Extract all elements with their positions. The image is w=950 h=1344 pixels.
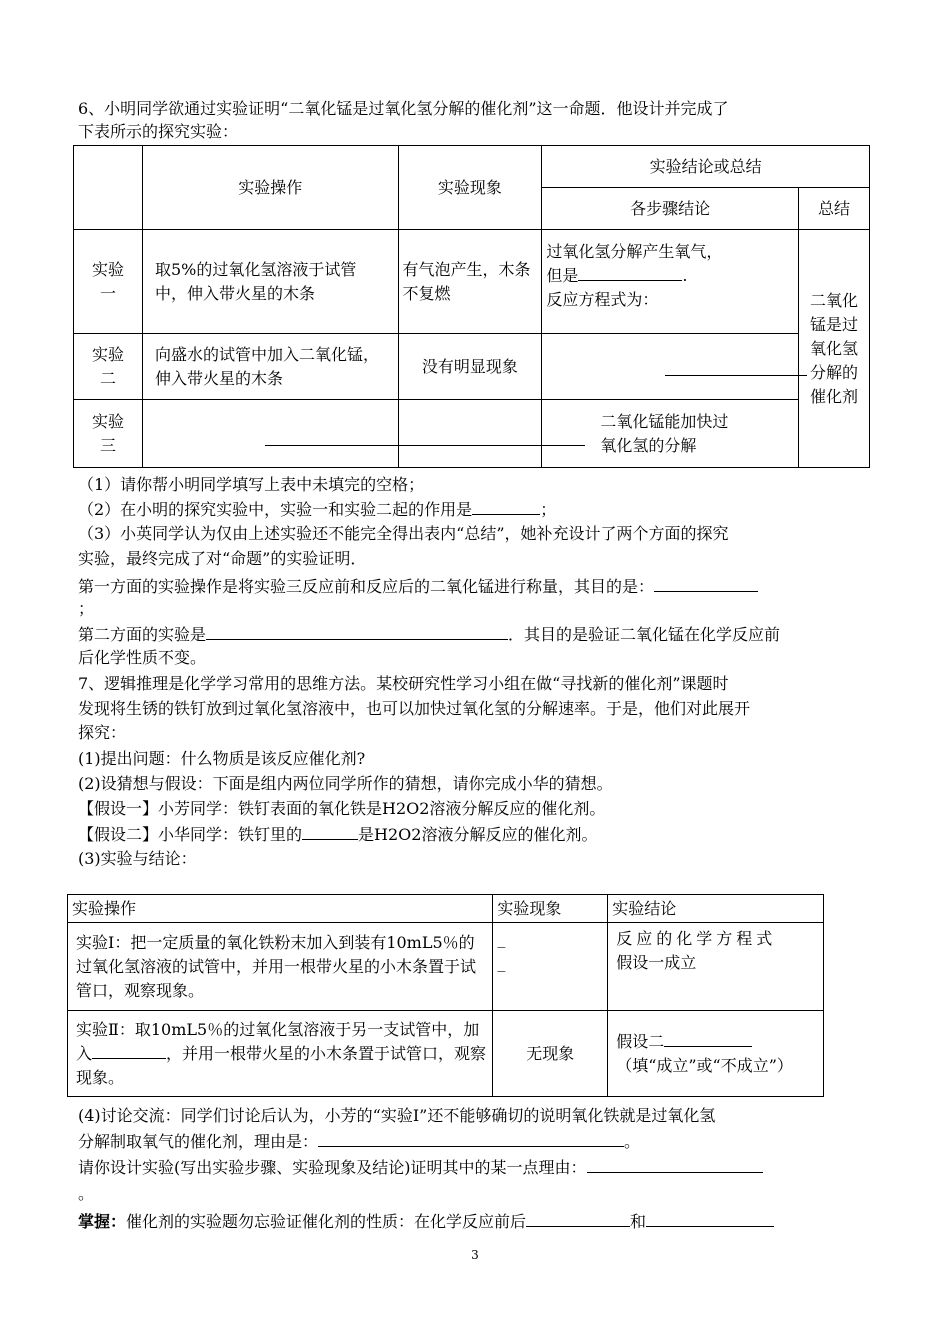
q7-row2-blank[interactable] <box>92 1042 166 1059</box>
q6-row2-operation: 向盛水的试管中加入二氧化锰，伸入带火星的木条 <box>142 334 398 400</box>
q6-row2-name: 实验二 <box>74 334 143 400</box>
q7-header-conclusion: 实验结论 <box>608 895 824 923</box>
q7-reason-blank[interactable] <box>318 1130 624 1147</box>
page-number: 3 <box>471 1248 479 1262</box>
q6-row3-phenomenon[interactable] <box>398 400 542 468</box>
q6-header-phenomenon: 实验现象 <box>398 146 542 230</box>
q6-row1-blank[interactable] <box>578 264 682 281</box>
q7-step4-end: 。 <box>78 1184 95 1203</box>
q6-part2: （2）在小明的探究实验中，实验一和实验二起的作用是 ； <box>78 500 557 519</box>
q7-row1-phenomenon[interactable]: _ _ <box>493 923 608 1011</box>
q7-row1-conclusion <box>608 923 824 1011</box>
q6-header-operation: 实验操作 <box>142 146 398 230</box>
q6-aspect1-end: ； <box>78 599 95 618</box>
q6-row3-blank[interactable] <box>265 445 585 446</box>
q6-part2-blank[interactable] <box>472 498 540 515</box>
q6-row2-conclusion[interactable] <box>542 334 799 400</box>
q6-aspect2: 第二方面的实验是 ．其目的是验证二氧化锰在化学反应前 <box>78 625 781 644</box>
q7-hypothesis2: 【假设二】小华同学：铁钉里的 是H2O2溶液分解反应的催化剂。 <box>78 825 598 844</box>
q7-header-operation: 实验操作 <box>68 895 493 923</box>
master-blank-1[interactable] <box>526 1210 630 1227</box>
q7-hypothesis1: 【假设一】小芳同学：铁钉表面的氧化铁是H2O2溶液分解反应的催化剂。 <box>78 799 606 818</box>
q6-aspect2-blank[interactable] <box>206 623 508 640</box>
q6-aspect1: 第一方面的实验操作是将实验三反应前和反应后的二氧化锰进行称量，其目的是： <box>78 575 758 598</box>
master-label: 掌握： <box>78 1212 127 1231</box>
q6-intro-line1: 6、小明同学欲通过实验证明“二氧化锰是过氧化氢分解的催化剂”这一命题．他设计并完成了 <box>78 99 729 118</box>
q7-row2-conclusion: 假设二 （填“成立”或“不成立”） <box>608 1011 824 1097</box>
master-blank-2[interactable] <box>646 1210 774 1227</box>
q6-header-summary: 总结 <box>799 188 870 230</box>
q7-row1-equation-label: 反应的化学方程式 <box>616 929 777 948</box>
q6-row3-name: 实验三 <box>74 400 143 468</box>
q6-summary-cell: 二氧化锰是过氧化氢分解的催化剂 <box>799 230 870 468</box>
q6-row1-but: 但是 <box>546 266 579 285</box>
q6-row1-equation-label: 反应方程式为： <box>546 290 659 309</box>
q7-header-phenomenon: 实验现象 <box>493 895 608 923</box>
q6-row1-phenomenon: 有气泡产生，木条不复燃 <box>398 230 542 334</box>
q6-row1-name: 实验一 <box>74 230 143 334</box>
q6-experiment-table <box>73 145 870 468</box>
q7-intro-line2: 发现将生锈的铁钉放到过氧化氢溶液中，也可以加快过氧化氢的分解速率。于是，他们对此展开 <box>78 699 751 718</box>
q7-step4-line1: (4)讨论交流：同学们讨论后认为，小芳的“实验Ⅰ”还不能够确切的说明氧化铁就是过氧化氢 <box>78 1106 716 1125</box>
q7-intro-line3: 探究： <box>78 723 127 742</box>
q6-header-step-conclusion: 各步骤结论 <box>542 188 799 230</box>
q6-row2-conclusion-blank[interactable] <box>665 375 807 376</box>
q7-step3: (3)实验与结论： <box>78 849 197 868</box>
q6-row1-operation: 取5%的过氧化氢溶液于试管中，伸入带火星的木条 <box>142 230 398 334</box>
q7-experiment-table <box>67 894 824 1097</box>
q7-row2-operation: 实验Ⅱ：取10mL5％的过氧化氢溶液于另一支试管中，加入 ，并用一根带火星的小木条置于试管口，观察现象。 <box>68 1011 493 1097</box>
q6-row3-operation[interactable] <box>142 400 398 468</box>
q7-step4-line2: 分解制取氧气的催化剂，理由是： 。 <box>78 1132 641 1151</box>
q6-row2-phenomenon: 没有明显现象 <box>398 334 542 400</box>
q6-row3-conclusion: 二氧化锰能加快过氧化氢的分解 <box>542 400 799 468</box>
q7-step4-line3: 请你设计实验(写出实验步骤、实验现象及结论)证明其中的某一点理由： <box>78 1156 763 1179</box>
q6-part3-line1: （3）小英同学认为仅由上述实验还不能完全得出表内“总结”，她补充设计了两个方面的探究 <box>78 524 729 543</box>
q6-aspect2-line2: 后化学性质不变。 <box>78 648 207 667</box>
q7-design-blank[interactable] <box>587 1156 763 1173</box>
q6-row1-conclusion: 过氧化氢分解产生氧气， 但是 . 反应方程式为： <box>542 230 799 334</box>
q7-step1: (1)提出问题：什么物质是该反应催化剂? <box>78 749 366 768</box>
q6-row1-conclusion-line1: 过氧化氢分解产生氧气， <box>546 242 723 261</box>
q7-row1-operation: 实验Ⅰ：把一定质量的氧化铁粉末加入到装有10mL5％的过氧化氢溶液的试管中，并用一根带火星的小木条置于试管口，观察现象。 <box>68 923 493 1011</box>
q6-aspect1-blank[interactable] <box>654 575 758 592</box>
q7-row2-conclusion-blank[interactable] <box>664 1030 752 1047</box>
q7-hypothesis2-blank[interactable] <box>302 823 358 840</box>
q7-row2-phenomenon: 无现象 <box>493 1011 608 1097</box>
q7-step2: (2)设猜想与假设：下面是组内两位同学所作的猜想，请你完成小华的猜想。 <box>78 774 613 793</box>
q6-part1: （1）请你帮小明同学填写上表中未填完的空格； <box>78 475 425 494</box>
q6-header-conclusion: 实验结论或总结 <box>542 146 870 188</box>
q7-intro-line1: 7、逻辑推理是化学学习常用的思维方法。某校研究性学习小组在做“寻找新的催化剂”课题时 <box>78 674 729 693</box>
q6-intro-line2: 下表所示的探究实验： <box>78 122 239 141</box>
q7-row1-hypothesis-holds: 假设一成立 <box>616 953 697 972</box>
master-line: 掌握：催化剂的实验题勿忘验证催化剂的性质：在化学反应前后 和 <box>78 1210 774 1233</box>
q6-part3-line2: 实验，最终完成了对“命题”的实验证明． <box>78 549 367 568</box>
